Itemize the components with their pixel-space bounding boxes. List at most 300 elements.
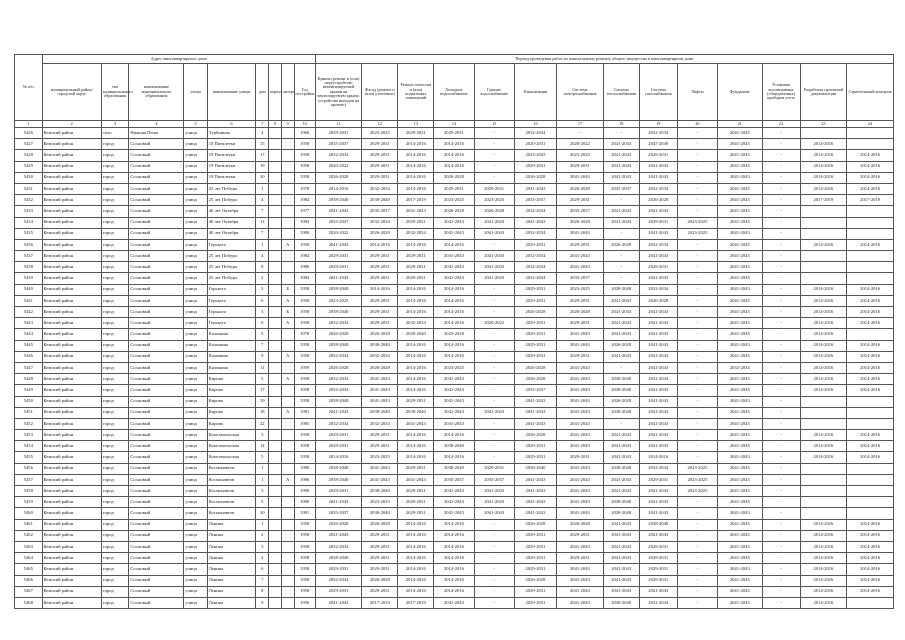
table-cell: 1958 — [294, 396, 315, 407]
table-cell — [281, 575, 294, 586]
table-cell: 2023-2025 — [677, 217, 717, 228]
table-cell: 2041-2043 — [603, 295, 639, 306]
table-cell: 25 лет Победы — [207, 251, 256, 262]
table-cell: улица — [184, 206, 207, 217]
table-row — [15, 508, 894, 519]
table-cell: 2014-2016 — [847, 161, 894, 172]
table-cell: 1981 — [294, 508, 315, 519]
col-number: 23 — [800, 121, 847, 128]
table-cell: улица — [184, 486, 207, 497]
table-cell: - — [677, 553, 717, 564]
table-cell: 2038-2040 — [603, 385, 639, 396]
table-cell: 2014-2016 — [800, 541, 847, 552]
table-cell: 2041-2043 — [557, 430, 604, 441]
table-cell: Сосновый — [129, 486, 184, 497]
table-cell: 2041-2043 — [718, 195, 762, 206]
table-cell: А — [281, 295, 294, 306]
table-cell: 2041-2043 — [603, 318, 639, 329]
table-cell — [281, 150, 294, 161]
table-cell — [281, 530, 294, 541]
col-header: Фасад (ремонт и (или) утепление) — [362, 64, 398, 121]
table-cell: 5441 — [15, 295, 43, 306]
table-cell: 2032-2034 — [315, 374, 362, 385]
table-cell: - — [677, 497, 717, 508]
table-cell: 9 — [256, 597, 269, 608]
col-number: 11 — [315, 121, 362, 128]
table-cell: 2020-2022 — [315, 228, 362, 239]
table-cell: город — [101, 150, 129, 161]
table-cell: 2041-2043 — [434, 273, 474, 284]
table-cell: 2038-2040 — [603, 508, 639, 519]
table-cell: 2038-2040 — [603, 407, 639, 418]
table-cell: 2041-2043 — [718, 586, 762, 597]
table-cell: город — [101, 586, 129, 597]
table-cell: 2041-2043 — [557, 228, 604, 239]
table-cell: Кемский район — [42, 351, 101, 362]
table-cell: 5444 — [15, 329, 43, 340]
table-row — [15, 586, 894, 597]
table-cell: Кемский район — [42, 407, 101, 418]
table-cell: 2029-2031 — [362, 161, 398, 172]
table-cell: Кемский район — [42, 262, 101, 273]
table-cell: 1958 — [294, 452, 315, 463]
table-cell: 2032-2034 — [514, 128, 556, 139]
table-cell — [269, 385, 282, 396]
table-cell: 2014-2016 — [800, 318, 847, 329]
table-cell: улица — [184, 128, 207, 139]
table-cell: 2041-2043 — [603, 586, 639, 597]
table-cell: 5426 — [15, 128, 43, 139]
table-cell: улица — [184, 564, 207, 575]
table-cell: 2029-2031 — [514, 541, 556, 552]
table-cell: 1984 — [294, 273, 315, 284]
table-cell: 2014-2016 — [800, 329, 847, 340]
table-cell: 2041-2043 — [603, 161, 639, 172]
table-cell — [269, 474, 282, 485]
table-cell: 2047-2049 — [639, 139, 677, 150]
table-cell: 2041-2043 — [362, 396, 398, 407]
table-cell: 2029-2031 — [362, 172, 398, 183]
table-cell: Кемский район — [42, 597, 101, 608]
table-cell: 2014-2016 — [800, 150, 847, 161]
table-cell: 2032-2034 — [639, 374, 677, 385]
table-cell: 2041-2043 — [603, 172, 639, 183]
table-cell: 2029-2031 — [557, 452, 604, 463]
table-cell: 2041-2043 — [718, 396, 762, 407]
table-cell: 2041-2043 — [557, 564, 604, 575]
table-cell: 5457 — [15, 474, 43, 485]
table-cell: 1958 — [294, 150, 315, 161]
table-cell: - — [677, 161, 717, 172]
table-cell: - — [762, 161, 800, 172]
table-cell — [281, 418, 294, 429]
table-cell: Турбинная — [207, 128, 256, 139]
table-cell: 2041-2043 — [315, 530, 362, 541]
table-cell — [800, 273, 847, 284]
table-cell: 7 — [256, 575, 269, 586]
table-cell: 2041-2043 — [718, 273, 762, 284]
table-cell: 2041-2043 — [434, 374, 474, 385]
table-cell — [269, 251, 282, 262]
table-cell: город — [101, 172, 129, 183]
table-cell: Кемский район — [42, 463, 101, 474]
table-cell: 2041-2043 — [315, 597, 362, 608]
table-cell: 2014-2016 — [847, 553, 894, 564]
table-cell: 2026-2028 — [362, 228, 398, 239]
table-cell: - — [677, 150, 717, 161]
table-cell: - — [603, 195, 639, 206]
table-cell: - — [474, 430, 514, 441]
table-cell — [281, 553, 294, 564]
table-cell: 2029-2031 — [514, 351, 556, 362]
table-cell: 2026-2028 — [514, 374, 556, 385]
table-cell: - — [762, 541, 800, 552]
table-cell: - — [762, 564, 800, 575]
table-cell: - — [474, 441, 514, 452]
table-cell: Комсомольская — [207, 430, 256, 441]
table-cell: 2038-2040 — [362, 486, 398, 497]
table-cell: - — [762, 486, 800, 497]
table-cell: 2041-2043 — [603, 430, 639, 441]
table-cell: улица — [184, 508, 207, 519]
table-cell: Нижняя Пеша — [129, 128, 184, 139]
col-number: 4 — [129, 121, 184, 128]
table-cell: 2041-2043 — [603, 452, 639, 463]
table-cell: 2041-2043 — [718, 407, 762, 418]
table-cell: 2029-2031 — [557, 530, 604, 541]
table-cell: 5440 — [15, 284, 43, 295]
table-cell: 1958 — [294, 340, 315, 351]
table-cell: город — [101, 139, 129, 150]
table-cell: 2026-2028 — [514, 307, 556, 318]
table-cell: 2026-2028 — [362, 362, 398, 373]
table-cell: Кемский район — [42, 329, 101, 340]
table-cell: 2014-2016 — [434, 541, 474, 552]
table-cell: улица — [184, 228, 207, 239]
table-cell: 1986 — [294, 262, 315, 273]
table-cell: улица — [184, 575, 207, 586]
col-number: 21 — [718, 121, 762, 128]
table-cell: 1966 — [294, 128, 315, 139]
table-cell: Сосновый — [129, 295, 184, 306]
table-cell: - — [677, 284, 717, 295]
table-cell: 2026-2028 — [362, 575, 398, 586]
table-cell — [281, 139, 294, 150]
table-cell: - — [603, 418, 639, 429]
table-cell: 2014-2016 — [800, 385, 847, 396]
table-cell: 2038-2040 — [315, 284, 362, 295]
table-cell — [800, 463, 847, 474]
table-cell: - — [762, 284, 800, 295]
table-cell — [281, 262, 294, 273]
table-cell: - — [762, 172, 800, 183]
table-cell: 2029-2031 — [398, 273, 434, 284]
table-cell: 2041-2043 — [603, 329, 639, 340]
table-row — [15, 239, 894, 250]
table-cell — [281, 228, 294, 239]
table-cell: 2014-2016 — [800, 575, 847, 586]
table-cell: 2014-2016 — [847, 239, 894, 250]
table-cell: 2026-2028 — [474, 206, 514, 217]
table-cell: - — [677, 530, 717, 541]
table-cell: 2014-2016 — [847, 284, 894, 295]
table-cell: 2029-2031 — [398, 128, 434, 139]
col-header: Канализация — [514, 64, 556, 121]
table-cell: 1986 — [294, 474, 315, 485]
table-cell: 1984 — [294, 251, 315, 262]
table-cell: - — [762, 586, 800, 597]
col-number: 22 — [762, 121, 800, 128]
table-cell: Кемский район — [42, 161, 101, 172]
table-cell: 2038-2040 — [362, 195, 398, 206]
table-cell: 2041-2043 — [514, 486, 556, 497]
table-cell: - — [762, 575, 800, 586]
table-cell: 2041-2043 — [718, 172, 762, 183]
table-cell: улица — [184, 418, 207, 429]
table-cell: 3 — [256, 284, 269, 295]
table-cell: 2029-2031 — [362, 251, 398, 262]
table-row — [15, 407, 894, 418]
table-cell: 2014-2016 — [800, 340, 847, 351]
table-row — [15, 284, 894, 295]
table-cell: Сосновый — [129, 351, 184, 362]
table-cell: 2 — [256, 273, 269, 284]
table-cell: 2029-2031 — [315, 251, 362, 262]
table-cell: Сосновый — [129, 195, 184, 206]
table-cell: - — [762, 318, 800, 329]
table-cell: 2014-2016 — [847, 362, 894, 373]
table-cell — [800, 217, 847, 228]
table-cell: 2035-2037 — [557, 273, 604, 284]
table-cell: Кемский район — [42, 430, 101, 441]
table-row — [15, 541, 894, 552]
table-cell: Космонавтов — [207, 463, 256, 474]
table-cell: 1977 — [294, 206, 315, 217]
table-cell: 2029-2031 — [514, 284, 556, 295]
table-cell: - — [677, 541, 717, 552]
table-cell — [281, 430, 294, 441]
table-cell: - — [474, 385, 514, 396]
table-cell: 2041-2043 — [603, 530, 639, 541]
table-cell: 2038-2040 — [315, 396, 362, 407]
table-cell: Горького — [207, 284, 256, 295]
table-cell: 2041-2043 — [639, 508, 677, 519]
table-cell: город — [101, 407, 129, 418]
table-cell: - — [762, 239, 800, 250]
table-cell: 2029-2031 — [514, 239, 556, 250]
table-cell: 2038-2040 — [315, 474, 362, 485]
table-cell: 2041-2043 — [718, 329, 762, 340]
table-cell: 2038-2040 — [315, 463, 362, 474]
table-cell: - — [677, 575, 717, 586]
table-cell: 2023-2025 — [362, 128, 398, 139]
table-cell: 2023-2025 — [434, 195, 474, 206]
table-cell: - — [474, 161, 514, 172]
table-cell: 2029-2031 — [514, 329, 556, 340]
table-cell: 5462 — [15, 530, 43, 541]
table-cell: 4 — [256, 251, 269, 262]
table-cell: Сосновый — [129, 228, 184, 239]
table-cell: улица — [184, 553, 207, 564]
table-cell: 2032-2034 — [639, 183, 677, 194]
table-row — [15, 161, 894, 172]
table-cell: город — [101, 228, 129, 239]
table-cell: 2017-2019 — [362, 597, 398, 608]
table-cell: 1958 — [294, 307, 315, 318]
table-cell — [281, 564, 294, 575]
table-cell: 2023-2025 — [315, 295, 362, 306]
table-cell: 2041-2043 — [514, 407, 556, 418]
table-cell: А — [281, 474, 294, 485]
table-cell — [800, 508, 847, 519]
table-cell: город — [101, 351, 129, 362]
table-cell: А — [281, 374, 294, 385]
table-cell: 2041-2043 — [434, 217, 474, 228]
table-cell: улица — [184, 597, 207, 608]
table-cell: 2029-2031 — [514, 318, 556, 329]
table-row — [15, 463, 894, 474]
table-cell: - — [677, 362, 717, 373]
table-cell: 2014-2016 — [800, 519, 847, 530]
table-cell: 1981 — [294, 407, 315, 418]
table-cell: Сосновый — [129, 273, 184, 284]
col-number: 12 — [362, 121, 398, 128]
table-cell: Кемский район — [42, 228, 101, 239]
table-cell: 10 Пятилетки — [207, 139, 256, 150]
table-cell: 2014-2016 — [847, 530, 894, 541]
table-cell — [847, 329, 894, 340]
table-cell: 2041-2043 — [514, 474, 556, 485]
table-cell: 2041-2043 — [434, 407, 474, 418]
table-row — [15, 497, 894, 508]
table-cell: город — [101, 452, 129, 463]
table-cell: 2041-2043 — [557, 374, 604, 385]
table-cell: 11 — [256, 217, 269, 228]
table-row — [15, 295, 894, 306]
table-cell: Кирова — [207, 385, 256, 396]
table-cell: город — [101, 362, 129, 373]
table-cell: 2023-2025 — [677, 228, 717, 239]
table-cell: 2032-2034 — [362, 418, 398, 429]
table-cell: 2029-2031 — [639, 262, 677, 273]
table-cell: 2041-2043 — [315, 239, 362, 250]
table-cell: 2041-2043 — [718, 418, 762, 429]
table-cell: 2014-2016 — [398, 150, 434, 161]
table-cell: 1958 — [294, 441, 315, 452]
table-cell: 2035-2037 — [362, 206, 398, 217]
table-cell: 5445 — [15, 340, 43, 351]
table-row — [15, 139, 894, 150]
table-cell: Сосновый — [129, 508, 184, 519]
table-cell: - — [677, 374, 717, 385]
table-cell: улица — [184, 452, 207, 463]
table-cell: 2029-2031 — [362, 318, 398, 329]
table-cell — [800, 497, 847, 508]
table-cell: 6 — [256, 318, 269, 329]
table-cell: 2041-2043 — [434, 497, 474, 508]
table-cell — [269, 497, 282, 508]
table-cell: 2014-2016 — [434, 430, 474, 441]
table-cell: 2023-2025 — [514, 150, 556, 161]
table-cell: 2029-2031 — [362, 307, 398, 318]
table-cell: город — [101, 541, 129, 552]
table-cell: 2041-2043 — [434, 418, 474, 429]
col-number: 16 — [514, 121, 556, 128]
table-cell: 2038-2040 — [315, 195, 362, 206]
table-cell: 2014-2016 — [800, 597, 847, 608]
table-cell: 7 — [256, 206, 269, 217]
table-cell: Б — [281, 307, 294, 318]
col-header: Система теплоснабжения — [603, 64, 639, 121]
table-cell: улица — [184, 239, 207, 250]
table-cell: 2032-2034 — [362, 351, 398, 362]
table-cell: 2041-2043 — [718, 553, 762, 564]
table-row — [15, 441, 894, 452]
table-cell: 2041-2043 — [434, 508, 474, 519]
table-cell: 2038-2040 — [639, 519, 677, 530]
table-cell: Кемский район — [42, 396, 101, 407]
table-cell: 2029-2031 — [315, 486, 362, 497]
table-cell: 14 — [256, 441, 269, 452]
table-cell — [847, 128, 894, 139]
table-row — [15, 172, 894, 183]
table-cell — [269, 396, 282, 407]
table-cell: 2023-2025 — [677, 463, 717, 474]
table-cell: Кемский район — [42, 318, 101, 329]
table-cell: город — [101, 318, 129, 329]
table-cell: 2041-2043 — [718, 519, 762, 530]
table-cell: 2023-2025 — [434, 362, 474, 373]
table-cell: улица — [184, 441, 207, 452]
table-cell: 15 — [256, 139, 269, 150]
table-cell: 2032-2034 — [315, 385, 362, 396]
table-cell: Кемский район — [42, 385, 101, 396]
table-cell: город — [101, 597, 129, 608]
table-cell: 2014-2016 — [847, 150, 894, 161]
table-cell — [800, 474, 847, 485]
table-cell: - — [762, 262, 800, 273]
table-cell: улица — [184, 183, 207, 194]
table-cell: 5447 — [15, 362, 43, 373]
table-cell: - — [677, 351, 717, 362]
table-cell: Калинина — [207, 329, 256, 340]
table-cell: - — [762, 452, 800, 463]
table-cell: 1958 — [294, 161, 315, 172]
table-cell: А — [281, 407, 294, 418]
table-cell: Сосновый — [129, 183, 184, 194]
table-row — [15, 452, 894, 463]
table-cell: 2026-2028 — [557, 217, 604, 228]
col-header: Строительный контроль — [847, 64, 894, 121]
table-cell: 2014-2016 — [398, 553, 434, 564]
table-cell: 2041-2043 — [639, 206, 677, 217]
period-group-header: Период проведения работ по капитальному ремонту общего имущества в многоквартирном доме — [315, 55, 893, 64]
table-cell: 2041-2043 — [718, 430, 762, 441]
table-cell: Кемский район — [42, 474, 101, 485]
table-cell — [269, 597, 282, 608]
table-cell: 2041-2043 — [639, 441, 677, 452]
table-cell: 4 — [256, 195, 269, 206]
table-cell: 2038-2040 — [315, 307, 362, 318]
table-cell: 2032-2034 — [639, 597, 677, 608]
table-cell: 2014-2016 — [398, 284, 434, 295]
table-cell: - — [677, 441, 717, 452]
table-cell: 5438 — [15, 262, 43, 273]
table-cell: 2032-2034 — [315, 150, 362, 161]
table-cell: - — [762, 251, 800, 262]
table-cell: 2014-2016 — [434, 530, 474, 541]
table-cell: 2029-2031 — [315, 586, 362, 597]
